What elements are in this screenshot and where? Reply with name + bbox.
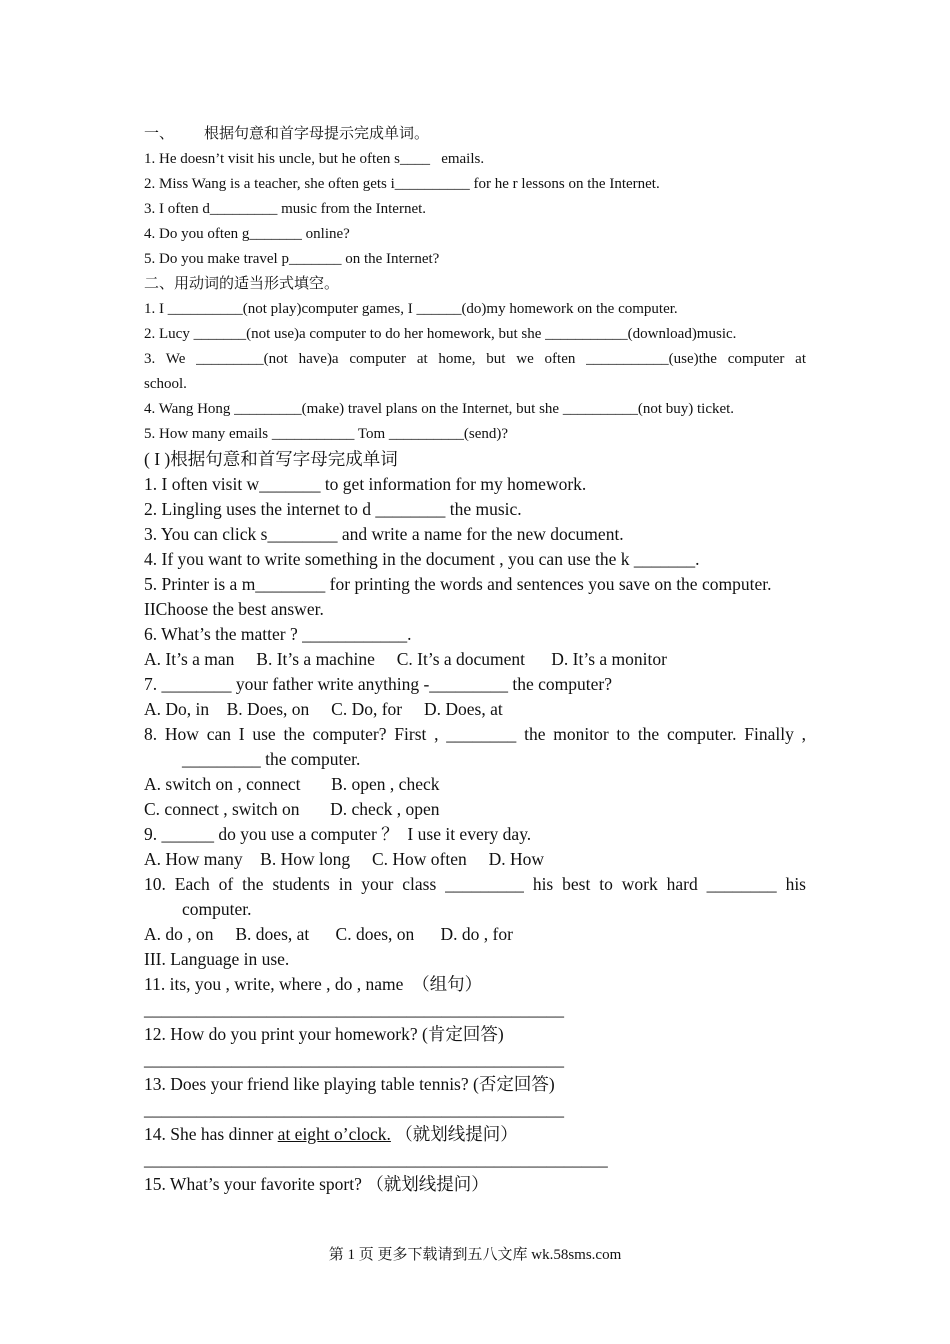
answer-line-11: ________________________________________________ <box>144 999 564 1019</box>
section1-item-1: 1. He doesn’t visit his uncle, but he often s____ emails. <box>144 151 485 167</box>
part3-title: III. Language in use. <box>144 949 290 969</box>
section2-item-4: 4. Wang Hong _________(make) travel plans on the Internet, but she __________(not buy) ticket. <box>144 401 735 417</box>
question-14-underlined: at eight o’clock. <box>277 1124 391 1144</box>
question-9-options: A. How many B. How long C. How often D. How <box>144 849 545 869</box>
question-10: 10. Each of the students in your class _________ his best to work hard ________ his computer. <box>144 874 806 919</box>
part1-title: ( I )根据句意和首写字母完成单词 <box>144 449 398 469</box>
section2-item-2: 2. Lucy _______(not use)a computer to do her homework, but she ___________(download)music. <box>144 326 737 342</box>
question-8-options-2: C. connect , switch on D. check , open <box>144 799 440 819</box>
question-14-prefix: 14. She has dinner <box>144 1124 278 1144</box>
question-12: 12. How do you print your homework? (肯定回答) <box>144 1024 504 1044</box>
section1-item-5: 5. Do you make travel p_______ on the Internet? <box>144 251 440 267</box>
question-7-options: A. Do, in B. Does, on C. Do, for D. Does, at <box>144 699 503 719</box>
question-14-suffix: （就划线提问） <box>390 1124 518 1144</box>
question-15: 15. What’s your favorite sport? （就划线提问） <box>144 1174 489 1194</box>
part1-item-1: 1. I often visit w_______ to get information for my homework. <box>144 474 587 494</box>
part1-item-5: 5. Printer is a m________ for printing the words and sentences you save on the computer. <box>144 574 772 594</box>
question-8-options-1: A. switch on , connect B. open , check <box>144 774 440 794</box>
question-10-options: A. do , on B. does, at C. does, on D. do , for <box>144 924 513 944</box>
question-14 <box>144 1122 806 1147</box>
section2-item-3: 3. We _________(not have)a computer at home, but we often ___________(use)the computer at <box>144 351 806 367</box>
question-9: 9. ______ do you use a computer ？ I use it every day. <box>144 824 532 844</box>
worksheet <box>144 122 806 1197</box>
section1-title: 一、 根据句意和首字母提示完成单词。 <box>144 126 430 142</box>
question-11: 11. its, you , write, where , do , name （组句） <box>144 974 483 994</box>
part1-item-4: 4. If you want to write something in the document , you can use the k _______. <box>144 549 700 569</box>
question-7: 7. ________ your father write anything -_________ the computer? <box>144 674 613 694</box>
part1-item-3: 3. You can click s________ and write a name for the new document. <box>144 524 624 544</box>
question-13: 13. Does your friend like playing table tennis? (否定回答) <box>144 1074 555 1094</box>
section2-item-3-cont: school. <box>144 376 187 392</box>
question-6-options: A. It’s a man B. It’s a machine C. It’s a document D. It’s a monitor <box>144 649 667 669</box>
answer-line-14: _____________________________________________________ <box>144 1149 608 1169</box>
part1-item-2: 2. Lingling uses the internet to d ________ the music. <box>144 499 522 519</box>
section2-title: 二、用动词的适当形式填空。 <box>144 276 340 292</box>
section2-item-5: 5. How many emails ___________ Tom __________(send)? <box>144 426 509 442</box>
answer-line-12: ________________________________________________ <box>144 1049 564 1069</box>
section1-item-2: 2. Miss Wang is a teacher, she often gets i__________ for he r lessons on the Internet. <box>144 176 660 192</box>
answer-line-13: ________________________________________________ <box>144 1099 564 1119</box>
section1-item-4: 4. Do you often g_______ online? <box>144 226 350 242</box>
part2-title: IIChoose the best answer. <box>144 599 324 619</box>
section1-item-3: 3. I often d_________ music from the Internet. <box>144 201 427 217</box>
page-footer: 第 1 页 更多下载请到五八文库 wk.58sms.com <box>328 1247 622 1263</box>
question-6: 6. What’s the matter ? ____________. <box>144 624 412 644</box>
question-8: 8. How can I use the computer? First , ________ the monitor to the computer. Finally , _________ the computer. <box>144 724 806 769</box>
section2-item-1: 1. I __________(not play)computer games, I ______(do)my homework on the computer. <box>144 301 678 317</box>
